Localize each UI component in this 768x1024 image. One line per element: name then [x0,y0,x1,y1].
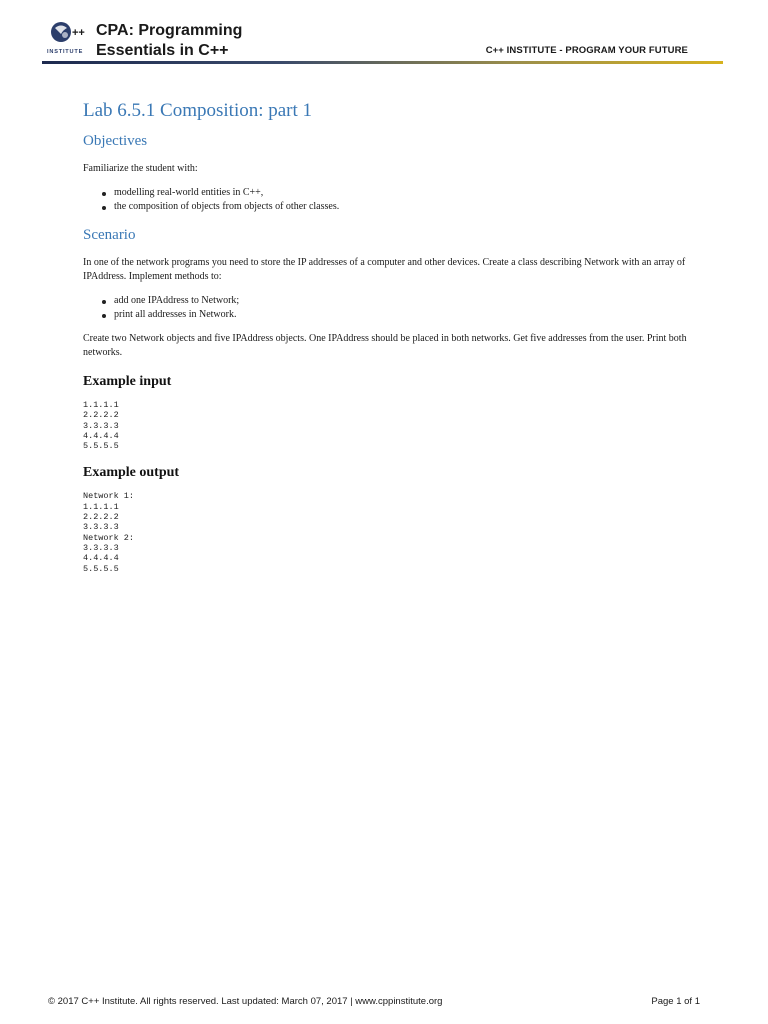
objectives-heading: Objectives [83,133,148,149]
scenario-list [83,294,687,322]
objectives-intro: Familiarize the student with: [83,163,198,174]
scenario-paragraph-1: In one of the network programs you need to store the IP addresses of a computer and other devices. Create a class describing Network with an array of IPAddress. Implement methods to: [83,257,686,282]
list-item: the composition of objects from objects of other classes. [83,200,687,214]
course-title-line2: Essentials in C++ [96,42,229,59]
header-tagline: C++ INSTITUTE - PROGRAM YOUR FUTURE [485,45,688,56]
scenario-paragraph-2: Create two Network objects and five IPAddress objects. One IPAddress should be placed in both networks. Get five addresses from the user. Print both networks. [83,333,687,358]
lab-title: Lab 6.5.1 Composition: part 1 [83,100,313,121]
example-input-heading: Example input [83,374,172,389]
course-title [96,21,242,61]
objectives-list [83,186,687,214]
svg-text:++: ++ [72,27,85,39]
cpp-institute-logo [46,20,94,56]
example-input-code: 1.1.1.1 2.2.2.2 3.3.3.3 4.4.4.4 5.5.5.5 [83,400,119,452]
svg-text:INSTITUTE: INSTITUTE [47,49,84,55]
example-output-code: Network 1: 1.1.1.1 2.2.2.2 3.3.3.3 Network 2: 3.3.3.3 4.4.4.4 5.5.5.5 [83,491,135,574]
course-title-line1: CPA: Programming [96,22,243,39]
list-item: print all addresses in Network. [83,308,687,322]
list-item: modelling real-world entities in C++, [83,186,687,200]
footer-page-number: Page 1 of 1 [651,996,700,1007]
list-item: add one IPAddress to Network; [83,294,687,308]
scenario-heading: Scenario [83,227,136,243]
document-body [83,98,687,574]
header-divider [42,61,723,64]
example-output-heading: Example output [83,465,180,481]
footer-copyright: © 2017 C++ Institute. All rights reserved. Last updated: March 07, 2017 | www.cppinstitute.org [48,996,443,1007]
page-header [0,0,768,68]
